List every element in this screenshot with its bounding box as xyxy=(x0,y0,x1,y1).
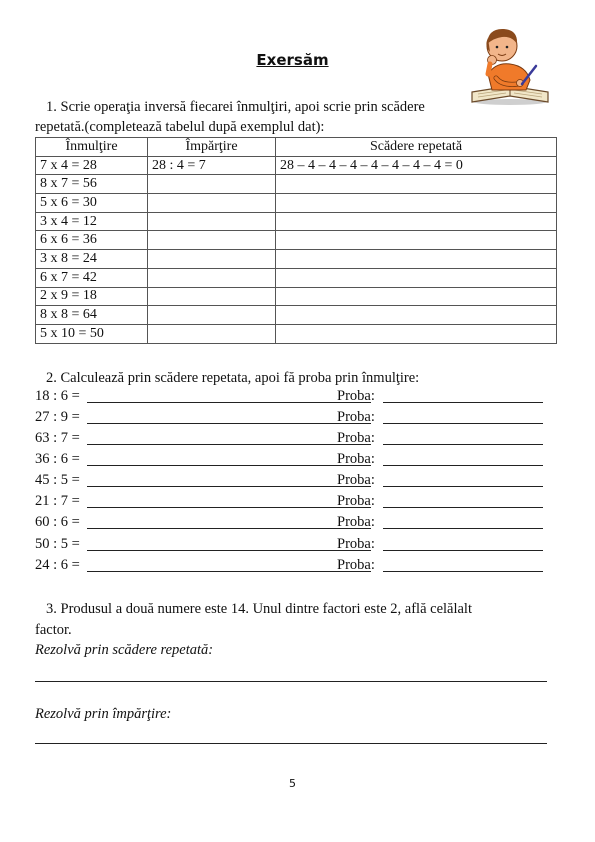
table-row xyxy=(36,212,557,231)
list-item xyxy=(35,430,545,450)
table-row xyxy=(36,194,557,213)
cell-scadere[interactable] xyxy=(276,324,557,343)
proba-label: Proba: xyxy=(337,472,375,488)
cell-inmultire: 3 x 8 = 24 xyxy=(36,250,148,269)
col-header-impartire: Împărţire xyxy=(148,138,276,157)
cell-impartire[interactable]: 28 : 4 = 7 xyxy=(148,156,276,175)
cell-scadere[interactable] xyxy=(276,250,557,269)
table-row xyxy=(36,175,557,194)
table-row xyxy=(36,287,557,306)
list-item xyxy=(35,451,545,471)
proba-answer-line[interactable] xyxy=(383,550,543,551)
answer-line[interactable] xyxy=(87,486,371,487)
cell-scadere[interactable] xyxy=(276,175,557,194)
cell-inmultire: 8 x 8 = 64 xyxy=(36,306,148,325)
proba-label: Proba: xyxy=(337,514,375,530)
answer-line[interactable] xyxy=(35,681,547,682)
answer-line[interactable] xyxy=(87,550,371,551)
proba-answer-line[interactable] xyxy=(383,507,543,508)
cell-inmultire: 3 x 4 = 12 xyxy=(36,212,148,231)
cell-impartire[interactable] xyxy=(148,175,276,194)
cell-inmultire: 5 x 10 = 50 xyxy=(36,324,148,343)
ex1-instruction-line2: repetată.(completează tabelul după exemplul dat): xyxy=(35,119,325,135)
cell-impartire[interactable] xyxy=(148,212,276,231)
table-row xyxy=(36,306,557,325)
proba-label: Proba: xyxy=(337,536,375,552)
page-number: 5 xyxy=(289,777,296,790)
cell-impartire[interactable] xyxy=(148,250,276,269)
list-item xyxy=(35,388,545,408)
division-operation: 50 : 5 = xyxy=(35,536,80,552)
table-row xyxy=(36,324,557,343)
proba-label: Proba: xyxy=(337,557,375,573)
list-item xyxy=(35,514,545,534)
division-operation: 60 : 6 = xyxy=(35,514,80,530)
proba-answer-line[interactable] xyxy=(383,423,543,424)
proba-label: Proba: xyxy=(337,388,375,404)
proba-label: Proba: xyxy=(337,493,375,509)
cell-inmultire: 6 x 6 = 36 xyxy=(36,231,148,250)
solve-by-division-label: Rezolvă prin împărţire: xyxy=(35,706,172,722)
list-item xyxy=(35,409,545,429)
cell-scadere[interactable] xyxy=(276,287,557,306)
division-operation: 63 : 7 = xyxy=(35,430,80,446)
cell-impartire[interactable] xyxy=(148,287,276,306)
proba-answer-line[interactable] xyxy=(383,528,543,529)
answer-line[interactable] xyxy=(35,743,547,744)
ex3-instruction-line1: 3. Produsul a două numere este 14. Unul dintre factori este 2, află celălalt xyxy=(46,601,472,617)
answer-line[interactable] xyxy=(87,571,371,572)
cell-impartire[interactable] xyxy=(148,306,276,325)
cell-scadere[interactable]: 28 – 4 – 4 – 4 – 4 – 4 – 4 – 4 = 0 xyxy=(276,156,557,175)
cell-impartire[interactable] xyxy=(148,194,276,213)
answer-line[interactable] xyxy=(87,423,371,424)
cell-impartire[interactable] xyxy=(148,231,276,250)
list-item xyxy=(35,536,545,556)
table-row xyxy=(36,250,557,269)
proba-answer-line[interactable] xyxy=(383,465,543,466)
col-header-inmultire: Înmulţire xyxy=(36,138,148,157)
cell-inmultire: 8 x 7 = 56 xyxy=(36,175,148,194)
cell-impartire[interactable] xyxy=(148,324,276,343)
cell-scadere[interactable] xyxy=(276,212,557,231)
division-operation: 21 : 7 = xyxy=(35,493,80,509)
cell-scadere[interactable] xyxy=(276,306,557,325)
proba-answer-line[interactable] xyxy=(383,402,543,403)
ex1-instruction-line1: 1. Scrie operaţia inversă fiecarei înmulţiri, apoi scrie prin scădere xyxy=(46,99,425,115)
proba-answer-line[interactable] xyxy=(383,571,543,572)
cell-scadere[interactable] xyxy=(276,268,557,287)
proba-answer-line[interactable] xyxy=(383,486,543,487)
child-reading-book-icon xyxy=(466,16,556,106)
answer-line[interactable] xyxy=(87,528,371,529)
cell-inmultire: 5 x 6 = 30 xyxy=(36,194,148,213)
list-item xyxy=(35,493,545,513)
division-operation: 45 : 5 = xyxy=(35,472,80,488)
cell-inmultire: 2 x 9 = 18 xyxy=(36,287,148,306)
proba-label: Proba: xyxy=(337,430,375,446)
answer-line[interactable] xyxy=(87,402,371,403)
cell-inmultire: 6 x 7 = 42 xyxy=(36,268,148,287)
cell-impartire[interactable] xyxy=(148,268,276,287)
cell-inmultire: 7 x 4 = 28 xyxy=(36,156,148,175)
ex3-instruction-line2: factor. xyxy=(35,622,72,638)
table-header-row xyxy=(36,138,557,157)
page-title: Exersăm xyxy=(256,51,329,69)
list-item xyxy=(35,472,545,492)
cell-scadere[interactable] xyxy=(276,231,557,250)
proba-label: Proba: xyxy=(337,409,375,425)
cell-scadere[interactable] xyxy=(276,194,557,213)
division-operation: 27 : 9 = xyxy=(35,409,80,425)
table-row xyxy=(36,231,557,250)
col-header-scadere: Scădere repetată xyxy=(276,138,557,157)
division-operation: 36 : 6 = xyxy=(35,451,80,467)
exercise-table xyxy=(35,137,557,344)
answer-line[interactable] xyxy=(87,507,371,508)
ex2-instruction: 2. Calculează prin scădere repetata, apoi fă proba prin înmulţire: xyxy=(46,370,420,386)
division-operation: 24 : 6 = xyxy=(35,557,80,573)
division-operation: 18 : 6 = xyxy=(35,388,80,404)
list-item xyxy=(35,557,545,577)
table-row xyxy=(36,156,557,175)
solve-by-subtraction-label: Rezolvă prin scădere repetată: xyxy=(35,642,214,658)
table-row xyxy=(36,268,557,287)
answer-line[interactable] xyxy=(87,444,371,445)
answer-line[interactable] xyxy=(87,465,371,466)
proba-answer-line[interactable] xyxy=(383,444,543,445)
proba-label: Proba: xyxy=(337,451,375,467)
